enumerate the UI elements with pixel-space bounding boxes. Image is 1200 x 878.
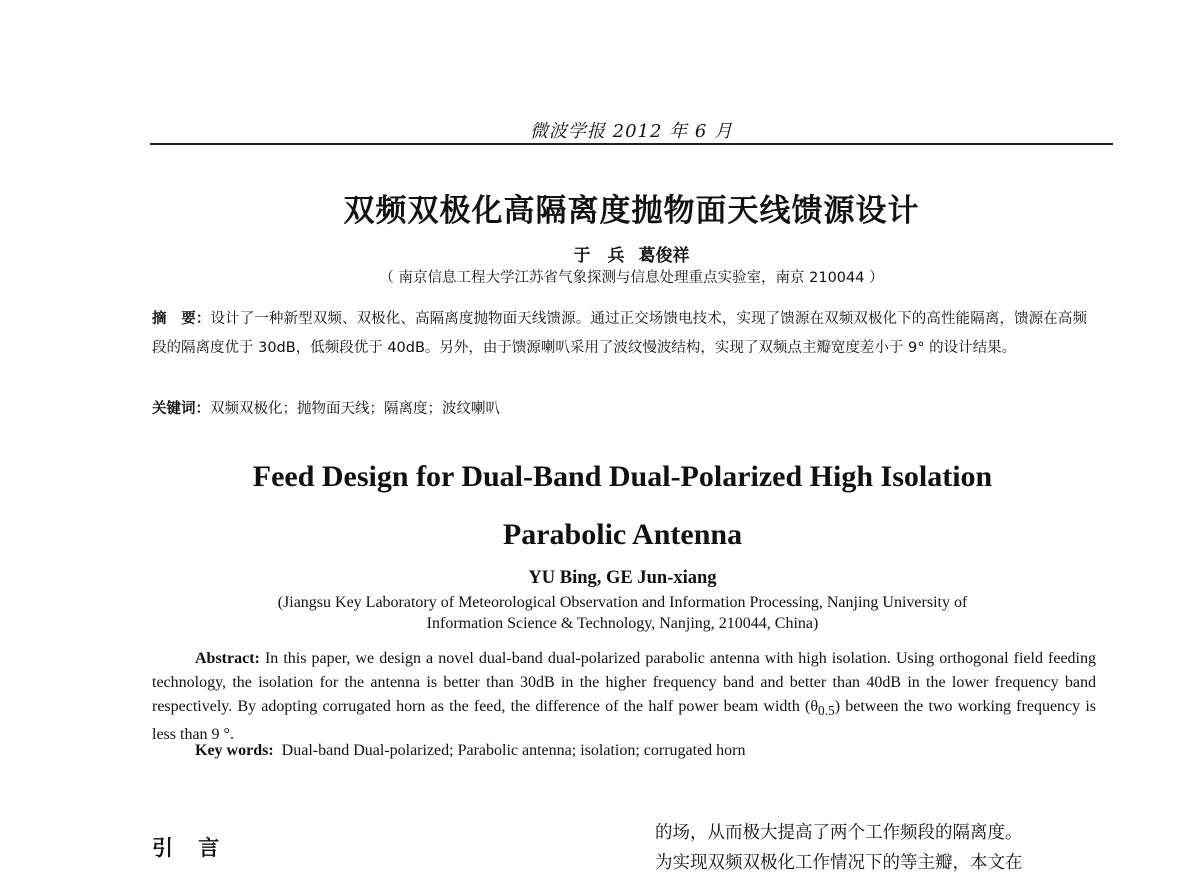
chinese-keywords-text: 双频双极化；抛物面天线；隔离度；波纹喇叭	[210, 401, 500, 417]
english-title-line-1: Feed Design for Dual-Band Dual-Polarized High Isolation	[252, 460, 993, 493]
chinese-abstract	[152, 305, 1087, 363]
english-affiliation	[150, 592, 1095, 634]
english-affiliation-line-1: (Jiangsu Key Laboratory of Meteorological Observation and Information Processing, Nanjing University of	[277, 594, 968, 611]
english-keywords	[195, 742, 1095, 760]
english-abstract-label: Abstract:	[195, 650, 260, 667]
body-line-1: 的场，从而极大提高了两个工作频段的隔离度。	[655, 823, 1023, 843]
english-abstract	[152, 647, 1096, 747]
section-heading-introduction: 引 言	[152, 836, 220, 860]
running-head: 微波学报 2012 年 6 月	[529, 121, 734, 142]
chinese-abstract-label: 摘 要：	[152, 311, 211, 327]
english-affiliation-line-2: Information Science & Technology, Nanjing, 210044, China)	[426, 615, 819, 632]
english-authors: YU Bing, GE Jun-xiang	[528, 568, 717, 588]
body-text-right-column	[655, 818, 1115, 878]
english-abstract-subscript: 0.5	[818, 703, 835, 719]
chinese-title: 双频双极化高隔离度抛物面天线馈源设计	[343, 193, 920, 229]
chinese-keywords-label: 关键词：	[152, 401, 210, 417]
chinese-abstract-text: 设计了一种新型双频、双极化、高隔离度抛物面天线馈源。通过正交场馈电技术，实现了馈源在双频双极化下的高性能隔离，馈源在高频段的隔离度优于 30dB，低频段优于 40dB。另外，由于馈源喇叭采用了波纹慢波结构，实现了双频点主瓣宽度差小于 9° 的设计结果。	[152, 311, 1088, 356]
chinese-authors: 于 兵 葛俊祥	[573, 246, 690, 266]
header-rule	[150, 143, 1113, 145]
english-abstract-text-2: ) between the two working frequency is less than 9 °.	[152, 698, 1097, 744]
body-line-2: 为实现双频双极化工作情况下的等主瓣，本文在	[655, 853, 1023, 873]
chinese-keywords	[152, 397, 1087, 418]
english-title-line-2: Parabolic Antenna	[502, 518, 743, 551]
english-abstract-text-1: In this paper, we design a novel dual-band dual-polarized parabolic antenna with high isolation. Using orthogonal field feeding technology, the isolation for the antenna is better than 30dB in the higher frequency band and better than 40dB in the lower frequency band respectively. By adopting corrugated horn as the feed, the difference of the half power beam width (θ	[152, 650, 1096, 715]
english-keywords-text: Dual-band Dual-polarized; Parabolic antenna; isolation; corrugated horn	[273, 742, 746, 759]
chinese-affiliation: （ 南京信息工程大学江苏省气象探测与信息处理重点实验室，南京 210044 ）	[379, 270, 884, 286]
english-keywords-label: Key words:	[195, 742, 274, 759]
